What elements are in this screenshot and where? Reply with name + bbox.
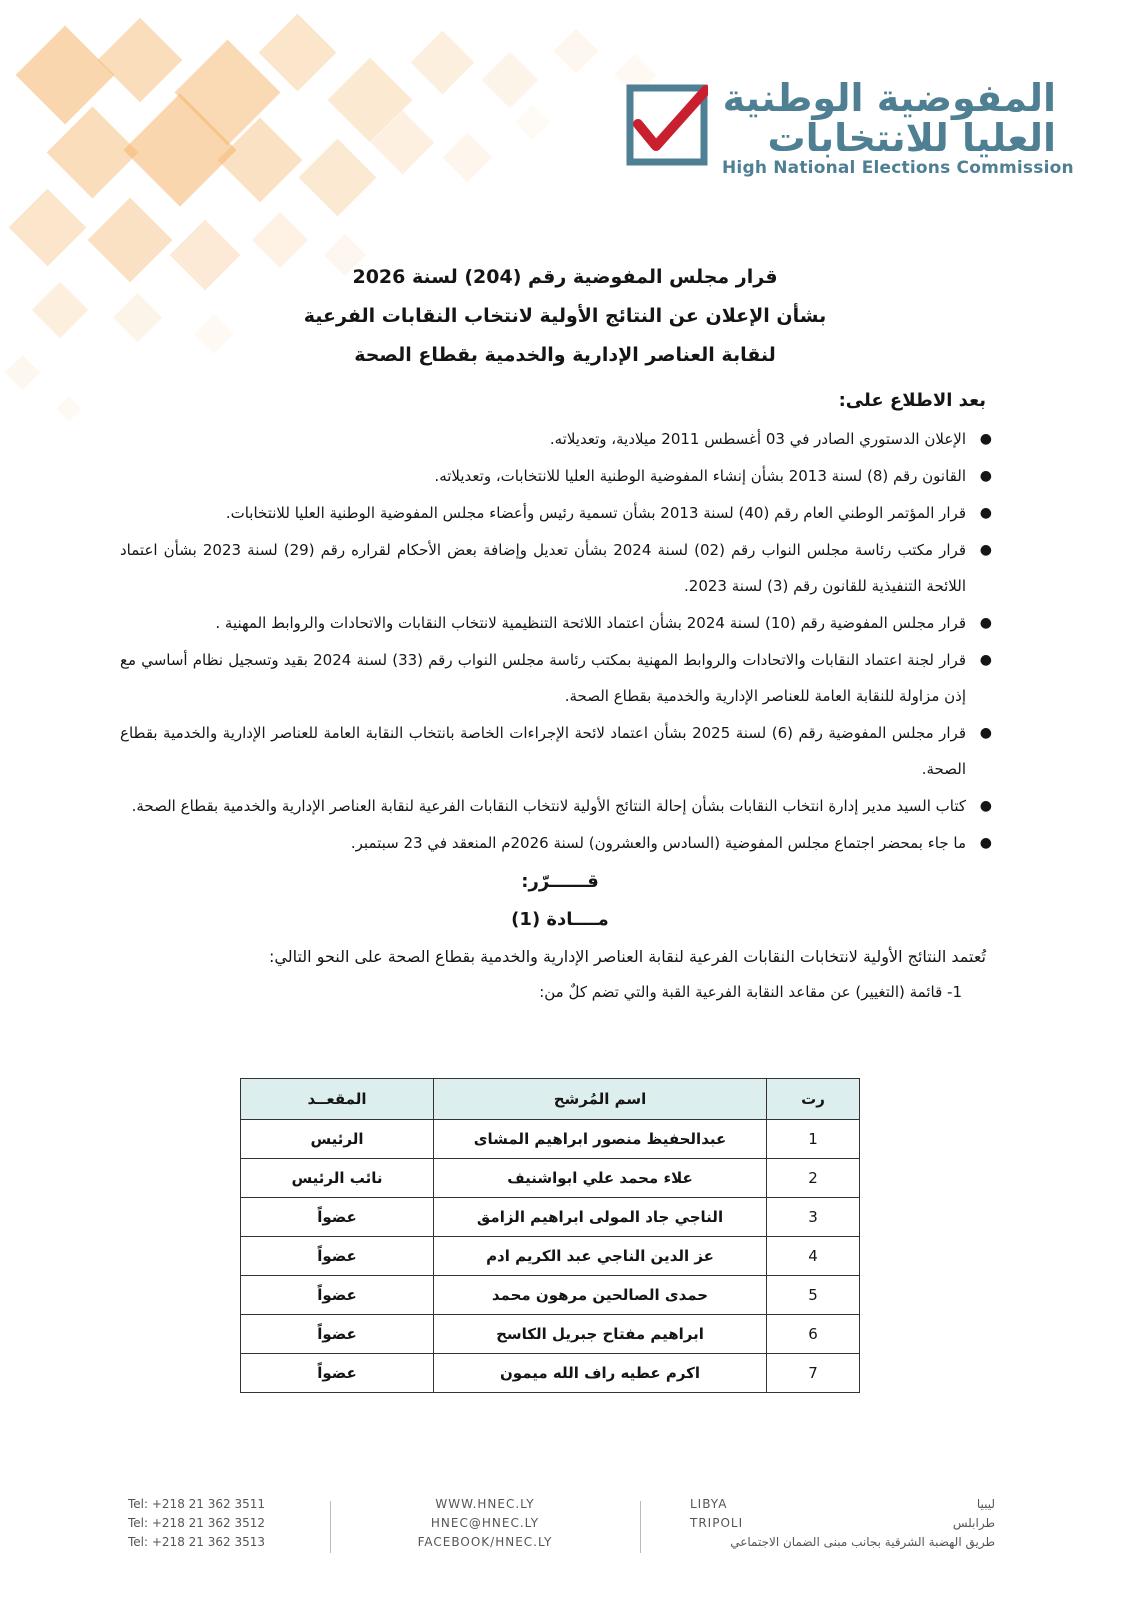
bullet-icon: ● <box>979 835 992 851</box>
cell-seat: نائب الرئيس <box>241 1159 434 1198</box>
title-line-1: قرار مجلس المفوضية رقم (204) لسنة 2026 <box>352 266 778 288</box>
decoration-diamond <box>515 105 550 140</box>
cell-name: حمدى الصالحين مرهون محمد <box>434 1276 767 1315</box>
hnec-logo <box>626 76 1074 188</box>
cell-name: الناجي جاد المولى ابراهيم الزامق <box>434 1198 767 1237</box>
candidates-table <box>240 1078 860 1393</box>
cell-seat: عضواً <box>241 1354 434 1393</box>
footer-phones <box>128 1495 265 1552</box>
recitals-heading: بعد الاطلاع على: <box>838 390 986 411</box>
table-header-row <box>241 1079 860 1120</box>
cell-seat: عضواً <box>241 1237 434 1276</box>
bullet-icon: ● <box>979 798 992 814</box>
footer-address-ar <box>730 1495 995 1552</box>
footer-divider <box>330 1501 331 1553</box>
footer-phone: Tel: +218 21 362 3511 <box>128 1497 265 1511</box>
footer-street-ar: طريق الهضبة الشرقية بجانب مبنى الضمان الاجتماعي <box>730 1535 995 1549</box>
table-row <box>241 1354 860 1393</box>
logo-arabic-text <box>716 78 1056 158</box>
cell-name: عبدالحفيظ منصور ابراهيم المشاى <box>434 1120 767 1159</box>
decoration-diamond <box>299 139 377 217</box>
recital-item: ● ما جاء بمحضر اجتماع مجلس المفوضية (السادس والعشرون) لسنة 2026م المنعقد في 23 سبتمبر. <box>120 825 1000 861</box>
decoration-diamond <box>56 396 81 420</box>
recitals-list <box>120 421 1000 861</box>
footer-country-en: LIBYA <box>690 1497 728 1511</box>
cell-name: ابراهيم مفتاح جبريل الكاسح <box>434 1315 767 1354</box>
cell-no: 7 <box>767 1354 860 1393</box>
table-row <box>241 1276 860 1315</box>
checkmark-ballot-icon <box>626 84 708 166</box>
table-row <box>241 1315 860 1354</box>
bullet-icon: ● <box>979 542 992 558</box>
bullet-icon: ● <box>979 468 992 484</box>
footer-email-link[interactable]: HNEC@HNEC.LY <box>430 1516 540 1530</box>
footer-facebook-link[interactable]: FACEBOOK/HNEC.LY <box>417 1535 553 1549</box>
footer-city-en: TRIPOLI <box>690 1516 744 1530</box>
recital-item: ● الإعلان الدستوري الصادر في 03 أغسطس 2011 ميلادية، وتعديلاته. <box>120 421 1000 457</box>
table-row <box>241 1159 860 1198</box>
footer-website-link[interactable]: WWW.HNEC.LY <box>435 1497 535 1511</box>
recital-item: ● كتاب السيد مدير إدارة انتخاب النقابات بشأن إحالة النتائج الأولية لانتخاب النقابات الفرعية لنقابة العناصر الإدارية والخدمية بقطاع الصحة. <box>120 788 1000 824</box>
footer-city-ar: طرابلس <box>952 1516 995 1530</box>
decoration-diamond <box>411 31 475 95</box>
decoration-diamond <box>9 189 87 267</box>
cell-no: 3 <box>767 1198 860 1237</box>
decision-title <box>200 258 930 375</box>
decoration-diamond <box>98 18 183 103</box>
cell-name: اكرم عطيه راف الله ميمون <box>434 1354 767 1393</box>
cell-seat: عضواً <box>241 1276 434 1315</box>
title-line-2: بشأن الإعلان عن النتائج الأولية لانتخاب النقابات الفرعية <box>303 305 827 327</box>
cell-no: 1 <box>767 1120 860 1159</box>
decoration-diamond <box>16 26 115 125</box>
recital-item: ● قرار مجلس المفوضية رقم (10) لسنة 2024 بشأن اعتماد اللائحة التنظيمية لانتخاب النقابات والاتحادات والروابط المهنية . <box>120 605 1000 641</box>
decoration-diamond <box>553 28 598 73</box>
footer-phone: Tel: +218 21 362 3512 <box>128 1516 265 1530</box>
recital-item: ● قرار المؤتمر الوطني العام رقم (40) لسنة 2013 بشأن تسمية رئيس وأعضاء مجلس المفوضية الوطنية العليا للانتخابات. <box>120 495 1000 531</box>
recital-item: ● قرار مجلس المفوضية رقم (6) لسنة 2025 بشأن اعتماد لائحة الإجراءات الخاصة بانتخاب النقابة العامة للعناصر الإدارية والخدمية بقطاع الصحة. <box>120 715 1000 787</box>
col-header-seat: المقعــد <box>241 1079 434 1120</box>
cell-name: علاء محمد علي ابواشنيف <box>434 1159 767 1198</box>
bullet-icon: ● <box>979 505 992 521</box>
page-footer <box>0 1495 1131 1565</box>
col-header-name: اسم المُرشح <box>434 1079 767 1120</box>
cell-seat: عضواً <box>241 1198 434 1237</box>
title-line-3: لنقابة العناصر الإدارية والخدمية بقطاع الصحة <box>354 344 776 366</box>
col-header-no: رت <box>767 1079 860 1120</box>
cell-seat: الرئيس <box>241 1120 434 1159</box>
footer-phone: Tel: +218 21 362 3513 <box>128 1535 265 1549</box>
logo-english-text: High National Elections Commission <box>722 158 1074 178</box>
adoption-text: تُعتمد النتائج الأولية لانتخابات النقابات الفرعية لنقابة العناصر الإدارية والخدمية بقطاع الصحة على النحو التالي: <box>268 947 986 966</box>
recital-item: ● قرار لجنة اعتماد النقابات والاتحادات والروابط المهنية بمكتب رئاسة مجلس النواب رقم (33) لسنة 2024 بقيد وتسجيل نظام أساسي مع إذن مزاولة للنقابة العامة للعناصر الإدارية والخدمية بقطاع الصحة. <box>120 642 1000 714</box>
article-heading: مــــادة (1) <box>511 909 609 930</box>
document-body <box>120 390 1000 1009</box>
cell-no: 5 <box>767 1276 860 1315</box>
decoration-diamond <box>443 133 492 182</box>
bullet-icon: ● <box>979 652 992 668</box>
footer-country-ar: ليبيا <box>976 1497 995 1511</box>
decoration-diamond <box>5 355 40 390</box>
logo-ar-line2: العليا للانتخابات <box>767 116 1056 160</box>
recital-item: ● قرار مكتب رئاسة مجلس النواب رقم (02) لسنة 2024 بشأن تعديل وإضافة بعض الأحكام لقراره رقم (29) لسنة 2023 بشأن اعتماد اللائحة التنفيذية للقانون رقم (3) لسنة 2023. <box>120 532 1000 604</box>
cell-name: عز الدين الناجي عبد الكريم ادم <box>434 1237 767 1276</box>
bullet-icon: ● <box>979 725 992 741</box>
decided-heading: قــــــرّر: <box>521 871 599 892</box>
logo-ar-line1: المفوضية الوطنية <box>722 76 1056 120</box>
table-row <box>241 1237 860 1276</box>
cell-no: 4 <box>767 1237 860 1276</box>
cell-no: 6 <box>767 1315 860 1354</box>
cell-no: 2 <box>767 1159 860 1198</box>
footer-web <box>405 1495 565 1552</box>
decoration-diamond <box>113 293 162 342</box>
list-item-1: 1- قائمة (التغيير) عن مقاعد النقابة الفرعية القبة والتي تضم كلٌ من: <box>539 983 962 1001</box>
bullet-icon: ● <box>979 431 992 447</box>
recital-item: ● القانون رقم (8) لسنة 2013 بشأن إنشاء المفوضية الوطنية العليا للانتخابات، وتعديلاته. <box>120 458 1000 494</box>
decoration-diamond <box>259 14 337 92</box>
table-row <box>241 1120 860 1159</box>
cell-seat: عضواً <box>241 1315 434 1354</box>
bullet-icon: ● <box>979 615 992 631</box>
decoration-diamond <box>482 52 539 109</box>
table-row <box>241 1198 860 1237</box>
decoration-diamond <box>88 198 173 283</box>
decoration-diamond <box>32 282 89 339</box>
footer-divider <box>640 1501 641 1553</box>
